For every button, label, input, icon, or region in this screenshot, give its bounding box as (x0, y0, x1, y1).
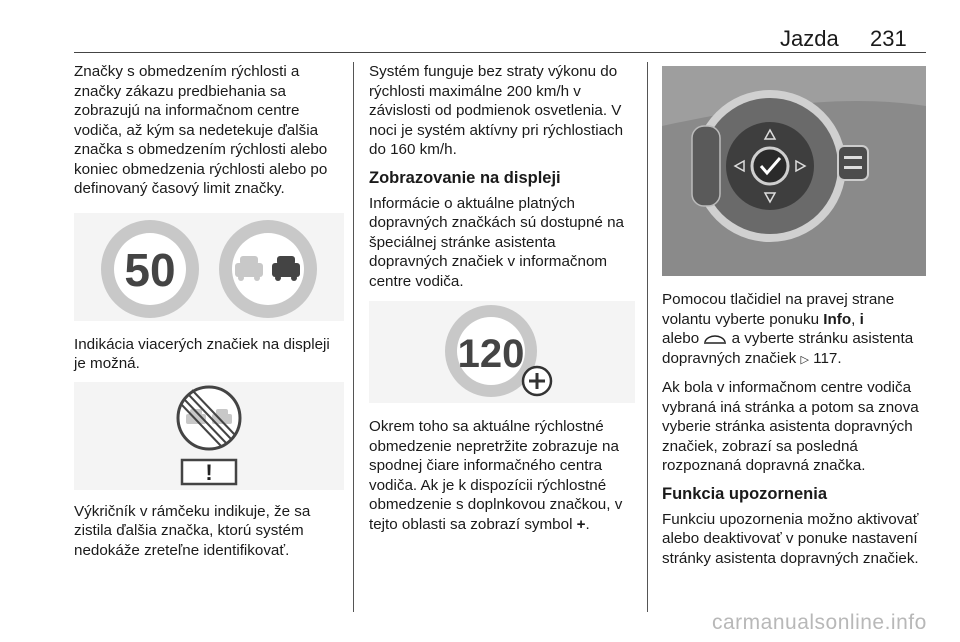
paragraph: Značky s obmedzením rýchlosti a značky zákazu predbiehania sa zobrazujú na informačnom centre vodiča, až kým sa nedetekuje ďalšia značka s obmedzením rýchlosti alebo koniec obmedzenia rýchlosti alebo po definovaný časový limit značky. (74, 63, 328, 197)
end-of-restriction-figure (74, 382, 344, 490)
ok-button (752, 148, 788, 184)
speed-limit-120-figure (369, 301, 635, 403)
column-3 (662, 290, 928, 568)
page-reference: 117. (813, 349, 842, 367)
page-reference-arrow-icon: ▷ (800, 353, 809, 366)
paragraph: Indikácia viacerých značiek na displeji je možná. (74, 335, 330, 372)
page-number: 231 (870, 26, 907, 51)
volume-rocker (692, 126, 720, 206)
side-button (838, 146, 868, 180)
paragraph: Výkričník v rámčeku indikuje, že sa zistila ďalšia značka, ktorú systém nedokáže zreteľne identifikovať. (74, 502, 311, 559)
column-1 (74, 62, 344, 560)
paragraph: Systém funguje bez straty výkonu do rýchlosti maximálne 200 km/h v závislosti od podmienok osvetlenia. V noci je systém aktívny pri rýchlostiach do 160 km/h. (369, 63, 624, 158)
header-rule (74, 52, 926, 53)
speed-sign-text: 120 (457, 332, 525, 376)
watermark: carmanualsonline.info (712, 611, 927, 634)
plus-symbol: + (576, 515, 586, 533)
steering-wheel-illustration (662, 66, 926, 276)
warning-exclamation: ! (205, 459, 213, 485)
column-2 (369, 62, 635, 534)
end-restriction-illustration (74, 382, 344, 490)
paragraph: Pomocou tlačidiel na pravej strane volantu vyberte ponuku Info, i alebo a vyberte stránku asistenta dopravných značiek ▷ 117. (662, 291, 914, 367)
paragraph: Funkciu upozornenia možno aktivovať alebo deaktivovať v ponuke nastavení stránky asistenta dopravných značiek. (662, 510, 919, 567)
section-heading: Zobrazovanie na displeji (369, 168, 561, 187)
section-title: Jazda (780, 26, 839, 51)
paragraph: Informácie o aktuálne platných dopravných značkách sú dostupné na špeciálnej stránke asistenta dopravných značiek v informačnom centre vodiča. (369, 194, 624, 290)
speed-120-illustration (369, 301, 635, 403)
steering-wheel-controls-figure (662, 66, 926, 276)
column-divider (353, 62, 354, 612)
column-divider (647, 62, 648, 612)
car-outline-icon (703, 333, 727, 345)
speed-sign-text: 50 (124, 243, 176, 296)
info-icon: i (859, 310, 864, 328)
speed-and-no-overtaking-signs-figure (74, 213, 344, 321)
paragraph: Ak bola v informačnom centre vodiča vybraná iná stránka a potom sa znova vyberie stránka asistenta dopravných značiek, zobrazí sa posledná rozpoznaná dopravná značka. (662, 379, 919, 474)
page-header (0, 0, 960, 52)
paragraph: Okrem toho sa aktuálne rýchlostné obmedzenie nepretržite zobrazuje na spodnej čiare informačného centra vodiča. Ak je k dispozícii rýchlostné obmedzenie s doplnkovou značkou, v tejto oblasti sa zobrazí symbol +. (369, 418, 623, 533)
menu-info-label: Info (823, 310, 852, 328)
signs-illustration (74, 213, 344, 321)
section-heading: Funkcia upozornenia (662, 484, 828, 503)
